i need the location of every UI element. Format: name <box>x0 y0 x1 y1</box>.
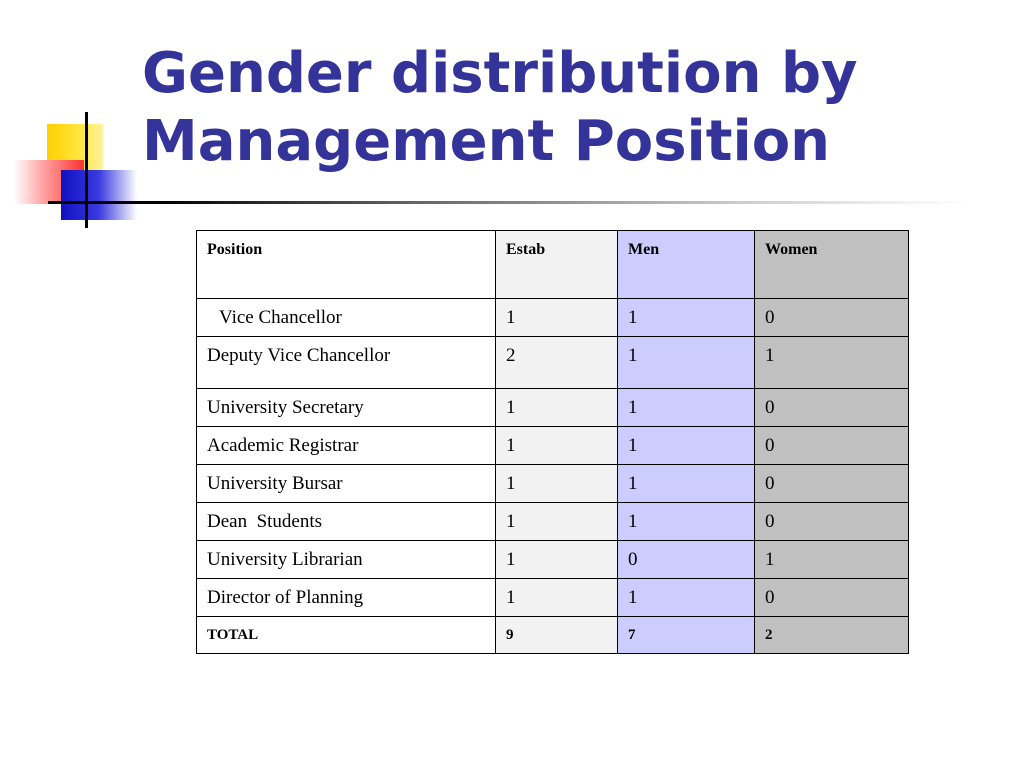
decorative-blue-square <box>61 170 137 220</box>
cell-men: 1 <box>618 337 755 389</box>
table-row <box>197 427 909 465</box>
cell-women: 1 <box>755 337 909 389</box>
cell-estab: 1 <box>496 541 618 579</box>
total-men: 7 <box>618 617 755 654</box>
cell-men: 1 <box>618 503 755 541</box>
table-header-row <box>197 231 909 299</box>
cell-position: Deputy Vice Chancellor <box>197 337 496 389</box>
cell-position: University Secretary <box>197 389 496 427</box>
cell-position: Vice Chancellor <box>197 299 496 337</box>
table-row <box>197 465 909 503</box>
cell-position: Director of Planning <box>197 579 496 617</box>
total-estab: 9 <box>496 617 618 654</box>
cell-men: 1 <box>618 299 755 337</box>
cell-men: 1 <box>618 389 755 427</box>
cell-estab: 1 <box>496 503 618 541</box>
total-label: TOTAL <box>197 617 496 654</box>
title-underline <box>48 201 968 204</box>
title-line-2: Management Position <box>142 109 831 174</box>
cell-estab: 1 <box>496 579 618 617</box>
table-row <box>197 299 909 337</box>
cell-women: 0 <box>755 427 909 465</box>
cell-estab: 1 <box>496 427 618 465</box>
cell-men: 1 <box>618 579 755 617</box>
cell-women: 0 <box>755 299 909 337</box>
header-position: Position <box>197 231 496 299</box>
title-line-1: Gender distribution by <box>142 41 858 106</box>
cell-men: 1 <box>618 427 755 465</box>
cell-women: 0 <box>755 389 909 427</box>
cell-position: University Librarian <box>197 541 496 579</box>
cell-women: 1 <box>755 541 909 579</box>
cell-estab: 1 <box>496 465 618 503</box>
cell-estab: 1 <box>496 389 618 427</box>
cell-women: 0 <box>755 465 909 503</box>
gender-distribution-table <box>196 230 909 654</box>
cell-position: Academic Registrar <box>197 427 496 465</box>
cell-women: 0 <box>755 503 909 541</box>
slide-title <box>142 40 1002 176</box>
table-row <box>197 579 909 617</box>
table-row <box>197 337 909 389</box>
decorative-vertical-line <box>85 112 88 228</box>
cell-women: 0 <box>755 579 909 617</box>
cell-position: Dean Students <box>197 503 496 541</box>
table-row <box>197 389 909 427</box>
header-estab: Estab <box>496 231 618 299</box>
total-women: 2 <box>755 617 909 654</box>
cell-estab: 1 <box>496 299 618 337</box>
cell-men: 1 <box>618 465 755 503</box>
table-row <box>197 503 909 541</box>
header-women: Women <box>755 231 909 299</box>
table-total-row <box>197 617 909 654</box>
header-men: Men <box>618 231 755 299</box>
table-row <box>197 541 909 579</box>
cell-men: 0 <box>618 541 755 579</box>
cell-position: University Bursar <box>197 465 496 503</box>
table-container <box>196 230 909 654</box>
cell-estab: 2 <box>496 337 618 389</box>
